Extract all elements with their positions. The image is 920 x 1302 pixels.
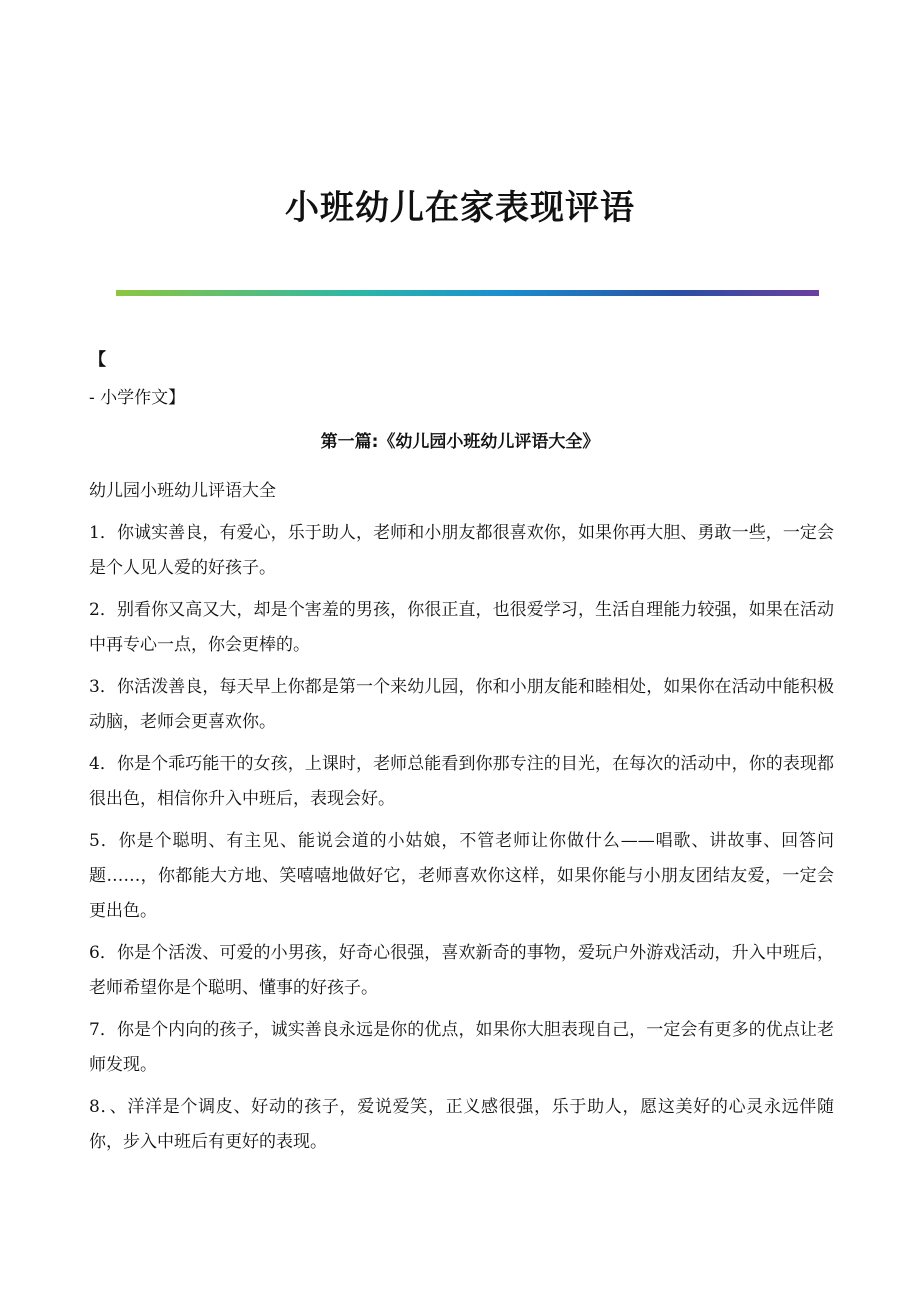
comment-paragraph: 6．你是个活泼、可爱的小男孩，好奇心很强，喜欢新奇的事物，爱玩户外游戏活动，升入中班后，老师希望你是个聪明、懂事的好孩子。 — [89, 943, 834, 998]
comment-paragraph: 2．别看你又高又大，却是个害羞的男孩，你很正直，也很爱学习，生活自理能力较强，如果在活动中再专心一点，你会更棒的。 — [89, 600, 834, 655]
category-tag: - 小学作文】 — [89, 388, 186, 408]
comment-paragraph: 8．、洋洋是个调皮、好动的孩子，爱说爱笑，正义感很强，乐于助人，愿这美好的心灵永远伴随你，步入中班后有更好的表现。 — [89, 1097, 834, 1152]
document-title: 小班幼儿在家表现评语 — [285, 188, 635, 228]
article-title: 第一篇:《幼儿园小班幼儿评语大全》 — [320, 432, 600, 452]
title-divider — [116, 290, 819, 296]
article-subtitle: 幼儿园小班幼儿评语大全 — [89, 481, 276, 501]
comment-paragraph: 3．你活泼善良，每天早上你都是第一个来幼儿园，你和小朋友能和睦相处，如果你在活动中能积极动脑，老师会更喜欢你。 — [89, 677, 834, 732]
comment-paragraph: 5．你是个聪明、有主见、能说会道的小姑娘，不管老师让你做什么——唱歌、讲故事、回答问题……，你都能大方地、笑嘻嘻地做好它，老师喜欢你这样，如果你能与小朋友团结友爱，一定会更出色。 — [89, 831, 834, 921]
comment-paragraph: 1．你诚实善良，有爱心，乐于助人，老师和小朋友都很喜欢你，如果你再大胆、勇敢一些，一定会是个人见人爱的好孩子。 — [89, 523, 834, 578]
comment-paragraph: 4．你是个乖巧能干的女孩，上课时，老师总能看到你那专注的目光，在每次的活动中，你的表现都很出色，相信你升入中班后，表现会好。 — [89, 754, 834, 809]
comment-paragraph: 7．你是个内向的孩子，诚实善良永远是你的优点，如果你大胆表现自己，一定会有更多的优点让老师发现。 — [89, 1020, 834, 1075]
article-body — [89, 474, 834, 1167]
bracket-open: 【 — [89, 350, 106, 370]
